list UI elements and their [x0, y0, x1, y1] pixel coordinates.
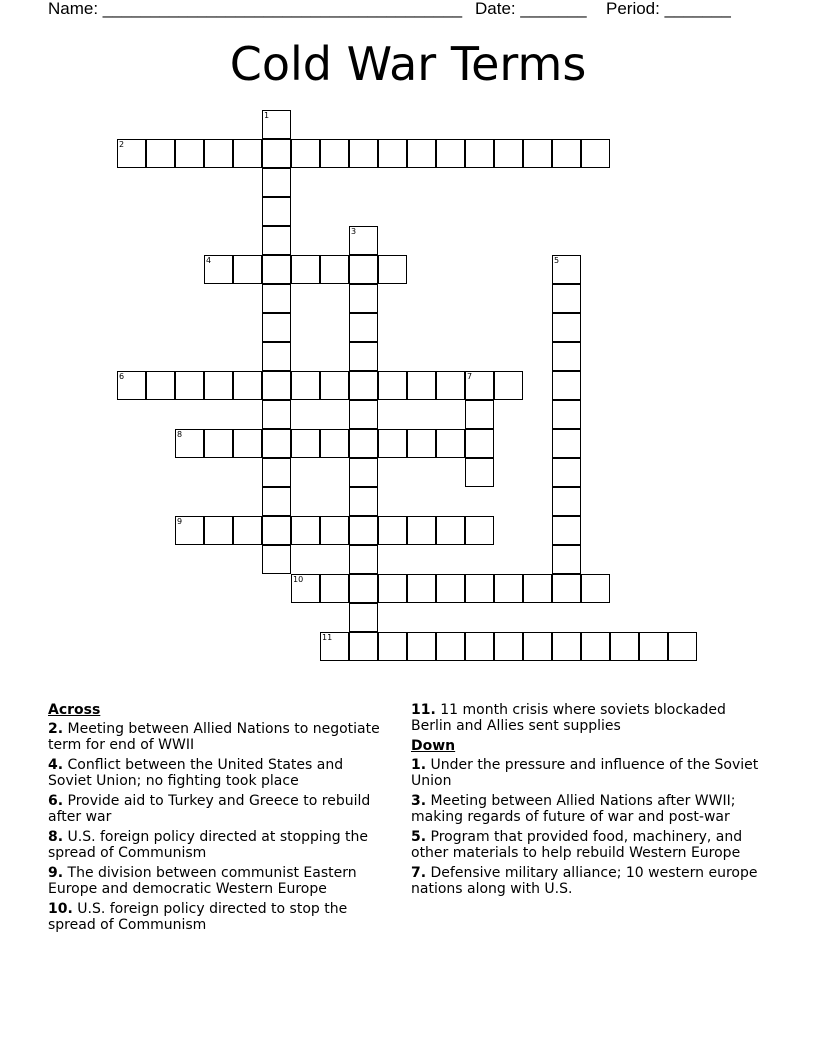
crossword-cell[interactable]: [407, 429, 436, 458]
crossword-cell[interactable]: [291, 574, 320, 603]
across-heading: Across: [48, 702, 101, 718]
crossword-cell[interactable]: [349, 545, 378, 574]
clue-number: 6.: [48, 793, 64, 809]
crossword-cell[interactable]: [465, 458, 494, 487]
crossword-cell[interactable]: [552, 313, 581, 342]
crossword-cell[interactable]: [523, 139, 552, 168]
crossword-cell[interactable]: [349, 458, 378, 487]
crossword-cell[interactable]: [175, 139, 204, 168]
crossword-cell[interactable]: [262, 226, 291, 255]
clue-across-8: [48, 829, 388, 861]
clues-right-column: [411, 702, 766, 901]
crossword-cell[interactable]: [552, 342, 581, 371]
crossword-cell[interactable]: [436, 574, 465, 603]
clue-number-label: 1: [264, 111, 270, 120]
crossword-cell[interactable]: [349, 574, 378, 603]
crossword-cell[interactable]: [262, 458, 291, 487]
clue-number: 1.: [411, 757, 427, 773]
crossword-cell[interactable]: [262, 516, 291, 545]
clue-number-label: 7: [467, 372, 473, 381]
clue-down-3: [411, 793, 766, 825]
crossword-cell[interactable]: [262, 545, 291, 574]
crossword-cell[interactable]: [175, 371, 204, 400]
crossword-cell[interactable]: [233, 371, 262, 400]
clues-left-column: [48, 702, 388, 937]
crossword-cell[interactable]: [436, 516, 465, 545]
crossword-cell[interactable]: [465, 139, 494, 168]
page-title: Cold War Terms: [229, 37, 587, 91]
crossword-cell[interactable]: [378, 371, 407, 400]
period-field[interactable]: Period: _______: [606, 0, 731, 18]
crossword-cell[interactable]: [407, 371, 436, 400]
down-heading: Down: [411, 738, 456, 754]
crossword-cell[interactable]: [320, 371, 349, 400]
crossword-cell[interactable]: [349, 632, 378, 661]
crossword-cell[interactable]: [552, 487, 581, 516]
crossword-cell[interactable]: [262, 284, 291, 313]
crossword-cell[interactable]: [407, 574, 436, 603]
crossword-cell[interactable]: [378, 632, 407, 661]
crossword-cell[interactable]: [262, 400, 291, 429]
crossword-cell[interactable]: [349, 139, 378, 168]
crossword-cell[interactable]: [233, 429, 262, 458]
crossword-cell[interactable]: [465, 574, 494, 603]
crossword-cell[interactable]: [494, 139, 523, 168]
crossword-cell[interactable]: [320, 516, 349, 545]
crossword-cell[interactable]: [349, 313, 378, 342]
crossword-cell[interactable]: [146, 139, 175, 168]
clue-text: Meeting between Allied Nations after WWII; making regards of future of war and post-war: [411, 793, 736, 825]
crossword-cell[interactable]: [581, 632, 610, 661]
crossword-cell[interactable]: [349, 226, 378, 255]
crossword-cell[interactable]: [552, 284, 581, 313]
crossword-cell[interactable]: [349, 429, 378, 458]
clue-number: 3.: [411, 793, 427, 809]
crossword-cell[interactable]: [262, 342, 291, 371]
clue-across-4: [48, 757, 388, 789]
clue-number: 2.: [48, 721, 64, 737]
clue-number: 11.: [411, 702, 436, 718]
clue-number-label: 5: [554, 256, 560, 265]
crossword-cell[interactable]: [494, 632, 523, 661]
crossword-cell[interactable]: [320, 139, 349, 168]
crossword-cell[interactable]: [465, 516, 494, 545]
clue-text: 11 month crisis where soviets blockaded Berlin and Allies sent supplies: [411, 702, 726, 734]
crossword-cell[interactable]: [436, 139, 465, 168]
clue-number-label: 6: [119, 372, 125, 381]
crossword-cell[interactable]: [262, 139, 291, 168]
crossword-cell[interactable]: [262, 429, 291, 458]
crossword-cell[interactable]: [407, 139, 436, 168]
clue-across-6: [48, 793, 388, 825]
crossword-cell[interactable]: [291, 516, 320, 545]
crossword-cell[interactable]: [552, 545, 581, 574]
crossword-cell[interactable]: [262, 197, 291, 226]
crossword-cell[interactable]: [378, 139, 407, 168]
crossword-cell[interactable]: [378, 574, 407, 603]
crossword-cell[interactable]: [465, 371, 494, 400]
crossword-cell[interactable]: [552, 458, 581, 487]
clue-number: 7.: [411, 865, 427, 881]
crossword-cell[interactable]: [291, 371, 320, 400]
crossword-cell[interactable]: [436, 632, 465, 661]
crossword-cell[interactable]: [262, 487, 291, 516]
crossword-cell[interactable]: [233, 139, 262, 168]
crossword-cell[interactable]: [349, 487, 378, 516]
crossword-cell[interactable]: [349, 371, 378, 400]
crossword-cell[interactable]: [610, 632, 639, 661]
crossword-cell[interactable]: [262, 110, 291, 139]
crossword-cell[interactable]: [146, 371, 175, 400]
crossword-cell[interactable]: [552, 400, 581, 429]
clue-number: 5.: [411, 829, 427, 845]
clue-across-9: [48, 865, 388, 897]
clue-across-2: [48, 721, 388, 753]
clue-across-10: [48, 901, 388, 933]
clue-number-label: 3: [351, 227, 357, 236]
crossword-cell[interactable]: [581, 139, 610, 168]
clue-text: U.S. foreign policy directed to stop the spread of Communism: [48, 901, 348, 933]
crossword-cell[interactable]: [552, 574, 581, 603]
clue-down-5: [411, 829, 766, 861]
clue-down-7: [411, 865, 766, 897]
crossword-cell[interactable]: [465, 429, 494, 458]
clue-text: Conflict between the United States and Soviet Union; no fighting took place: [48, 757, 344, 789]
crossword-cell[interactable]: [552, 139, 581, 168]
clue-number-label: 11: [322, 633, 333, 642]
crossword-cell[interactable]: [407, 516, 436, 545]
crossword-cell[interactable]: [436, 371, 465, 400]
name-field[interactable]: Name: ______________________________________: [48, 0, 463, 18]
clue-text: Under the pressure and influence of the Soviet Union: [411, 757, 759, 789]
crossword-cell[interactable]: [494, 371, 523, 400]
clue-text: Defensive military alliance; 10 western europe nations along with U.S.: [411, 865, 758, 897]
crossword-cell[interactable]: [378, 516, 407, 545]
crossword-cell[interactable]: [262, 313, 291, 342]
crossword-cell[interactable]: [349, 284, 378, 313]
crossword-cell[interactable]: [204, 371, 233, 400]
crossword-cell[interactable]: [349, 342, 378, 371]
crossword-cell[interactable]: [552, 516, 581, 545]
crossword-cell[interactable]: [378, 429, 407, 458]
crossword-cell[interactable]: [262, 168, 291, 197]
clue-number-label: 2: [119, 140, 125, 149]
crossword-cell[interactable]: [291, 255, 320, 284]
crossword-cell[interactable]: [668, 632, 697, 661]
crossword-cell[interactable]: [349, 400, 378, 429]
clue-text: The division between communist Eastern Europe and democratic Western Europe: [48, 865, 357, 897]
clue-text: U.S. foreign policy directed at stopping the spread of Communism: [48, 829, 369, 861]
clue-text: Program that provided food, machinery, and other materials to help rebuild Western Europe: [411, 829, 743, 861]
crossword-cell[interactable]: [581, 574, 610, 603]
clue-number: 9.: [48, 865, 64, 881]
crossword-cell[interactable]: [291, 429, 320, 458]
crossword-cell[interactable]: [262, 255, 291, 284]
crossword-cell[interactable]: [204, 429, 233, 458]
crossword-cell[interactable]: [378, 255, 407, 284]
crossword-cell[interactable]: [639, 632, 668, 661]
crossword-cell[interactable]: [320, 255, 349, 284]
crossword-cell[interactable]: [175, 516, 204, 545]
crossword-cell[interactable]: [349, 603, 378, 632]
crossword-cell[interactable]: [204, 516, 233, 545]
clue-text: Provide aid to Turkey and Greece to rebuild after war: [48, 793, 371, 825]
clue-number-label: 8: [177, 430, 183, 439]
crossword-cell[interactable]: [117, 139, 146, 168]
crossword-cell[interactable]: [233, 516, 262, 545]
crossword-cell[interactable]: [233, 255, 262, 284]
clue-number: 10.: [48, 901, 73, 917]
date-field[interactable]: Date: _______: [475, 0, 587, 18]
crossword-cell[interactable]: [320, 632, 349, 661]
crossword-cell[interactable]: [407, 632, 436, 661]
crossword-cell[interactable]: [175, 429, 204, 458]
crossword-cell[interactable]: [552, 371, 581, 400]
crossword-cell[interactable]: [349, 516, 378, 545]
clue-number-label: 4: [206, 256, 212, 265]
clue-across-11: [411, 702, 766, 734]
clue-number-label: 10: [293, 575, 304, 584]
crossword-cell[interactable]: [552, 429, 581, 458]
crossword-cell[interactable]: [291, 139, 320, 168]
crossword-cell[interactable]: [494, 574, 523, 603]
crossword-cell[interactable]: [117, 371, 146, 400]
crossword-cell[interactable]: [523, 632, 552, 661]
crossword-cell[interactable]: [349, 255, 378, 284]
crossword-cell[interactable]: [552, 255, 581, 284]
crossword-cell[interactable]: [465, 400, 494, 429]
clue-down-1: [411, 757, 766, 789]
clue-number-label: 9: [177, 517, 183, 526]
crossword-cell[interactable]: [465, 632, 494, 661]
clue-number: 4.: [48, 757, 64, 773]
crossword-cell[interactable]: [320, 429, 349, 458]
crossword-cell[interactable]: [262, 371, 291, 400]
crossword-cell[interactable]: [204, 139, 233, 168]
crossword-cell[interactable]: [204, 255, 233, 284]
crossword-cell[interactable]: [552, 632, 581, 661]
clue-number: 8.: [48, 829, 64, 845]
clue-text: Meeting between Allied Nations to negotiate term for end of WWII: [48, 721, 380, 753]
crossword-cell[interactable]: [436, 429, 465, 458]
crossword-cell[interactable]: [320, 574, 349, 603]
crossword-cell[interactable]: [523, 574, 552, 603]
